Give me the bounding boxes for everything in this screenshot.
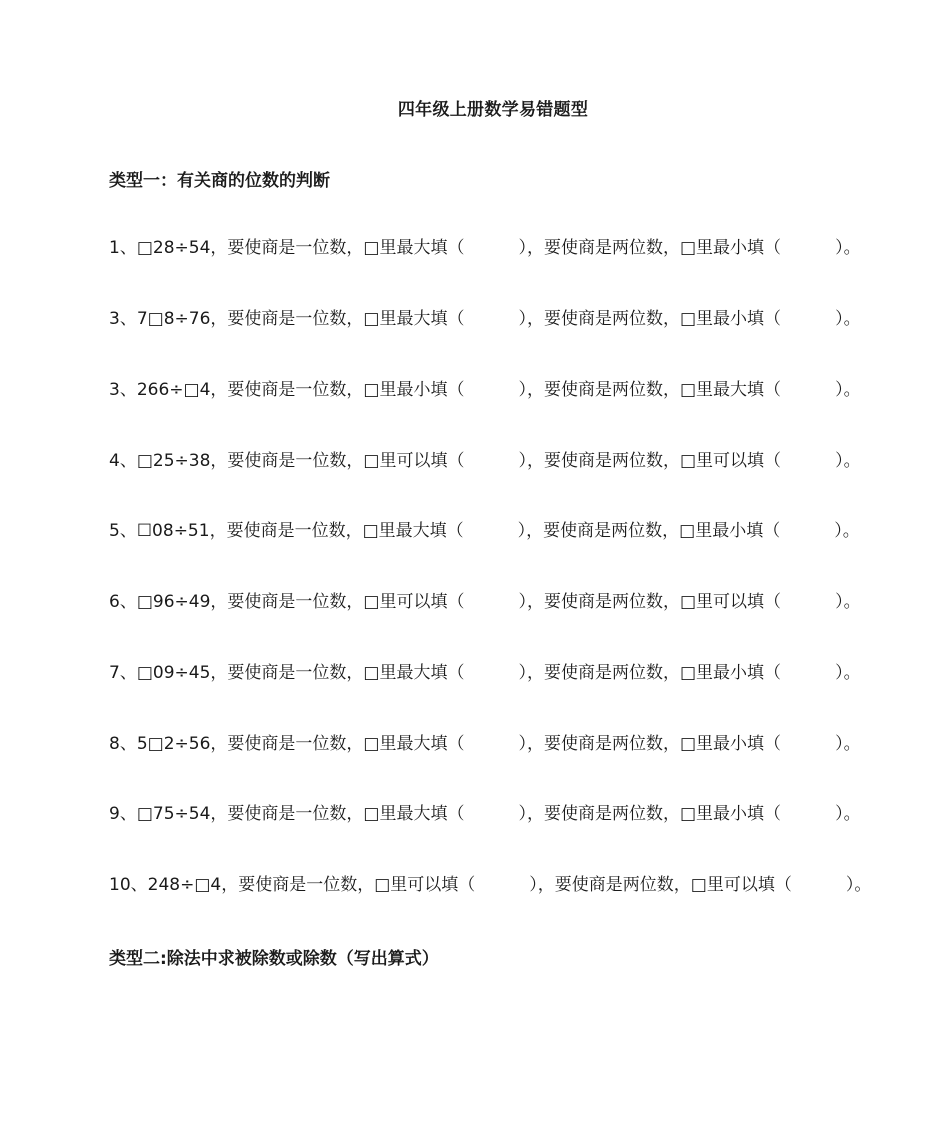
question-text: 5、☐08÷51，要使商是一位数，□里最大填（ ），要使商是两位数，□里最小填（ ）。	[109, 521, 860, 541]
question-item	[109, 874, 871, 896]
section-heading-type-one: 类型一：有关商的位数的判断	[109, 171, 330, 191]
question-text: 9、□75÷54，要使商是一位数，□里最大填（ ），要使商是两位数，□里最小填（ ）。	[109, 804, 861, 824]
question-item	[109, 591, 861, 613]
question-text: 4、□25÷38，要使商是一位数，□里可以填（ ），要使商是两位数，□里可以填（ ）。	[109, 451, 861, 471]
question-item	[109, 308, 861, 330]
question-text: 7、□09÷45，要使商是一位数，□里最大填（ ），要使商是两位数，□里最小填（ ）。	[109, 663, 861, 683]
question-item	[109, 237, 861, 259]
question-text: 6、□96÷49，要使商是一位数，□里可以填（ ），要使商是两位数，□里可以填（ ）。	[109, 592, 861, 612]
question-text: 10、248÷□4，要使商是一位数，□里可以填（ ），要使商是两位数，□里可以填（ ）。	[109, 875, 872, 895]
question-text: 3、266÷□4，要使商是一位数，□里最小填（ ），要使商是两位数，□里最大填（ ）。	[109, 380, 861, 400]
question-item	[109, 520, 860, 542]
question-item	[109, 733, 861, 755]
section-heading-type-two: 类型二:除法中求被除数或除数（写出算式）	[109, 949, 439, 969]
question-item	[109, 662, 861, 684]
question-item	[109, 450, 861, 472]
question-text: 1、□28÷54，要使商是一位数，□里最大填（ ），要使商是两位数，□里最小填（ ）。	[109, 238, 861, 258]
question-item	[109, 803, 861, 825]
page-title: 四年级上册数学易错题型	[397, 100, 589, 120]
question-text: 3、7□8÷76，要使商是一位数，□里最大填（ ），要使商是两位数，□里最小填（ ）。	[109, 309, 861, 329]
question-item	[109, 379, 861, 401]
question-text: 8、5□2÷56，要使商是一位数，□里最大填（ ），要使商是两位数，□里最小填（ ）。	[109, 734, 861, 754]
